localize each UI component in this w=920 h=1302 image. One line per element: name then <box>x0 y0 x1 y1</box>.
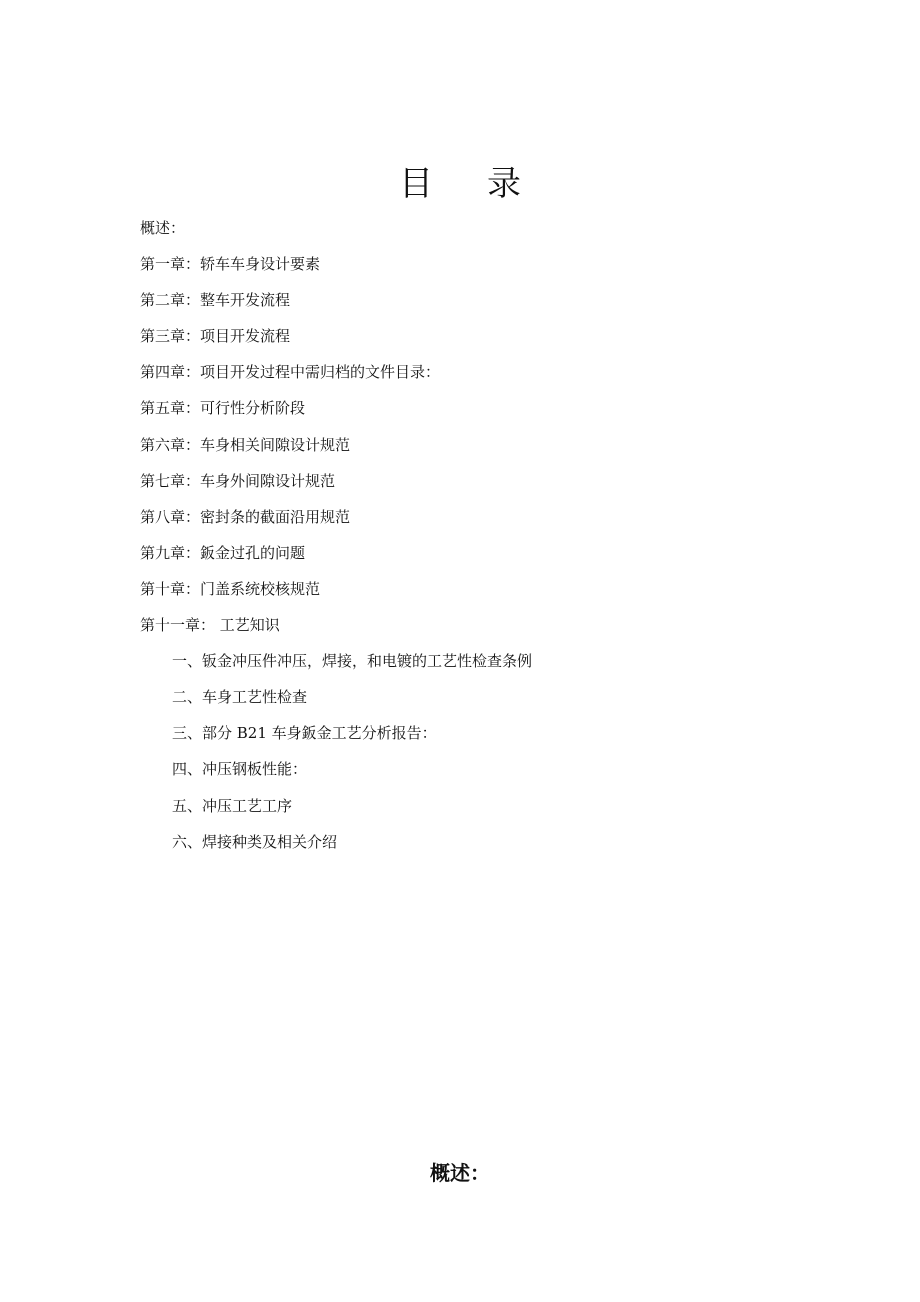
page-title-char-2: 录 <box>487 164 521 204</box>
toc-item-overview[interactable]: 概述： <box>140 219 186 237</box>
toc-item-chapter-2[interactable]: 第二章：整车开发流程 <box>140 291 291 310</box>
table-of-contents <box>140 216 840 866</box>
toc-item-chapter-4[interactable]: 第四章：项目开发过程中需归档的文件目录： <box>140 363 441 382</box>
toc-subitem-4[interactable]: 四、冲压钢板性能： <box>172 760 308 779</box>
toc-subitem-3[interactable]: 三、部分 B21 车身鈑金工艺分析报告： <box>172 724 437 743</box>
page-title <box>0 162 920 206</box>
toc-item-chapter-8[interactable]: 第八章：密封条的截面沿用规范 <box>140 507 351 526</box>
toc-item-chapter-9[interactable]: 第九章：鈑金过孔的问题 <box>140 543 306 562</box>
toc-item-chapter-5[interactable]: 第五章：可行性分析阶段 <box>140 399 306 418</box>
toc-subitem-5[interactable]: 五、冲压工艺工序 <box>172 796 293 815</box>
toc-item-chapter-6[interactable]: 第六章：车身相关间隙设计规范 <box>140 435 351 454</box>
toc-item-chapter-11[interactable]: 第十一章： 工艺知识 <box>140 616 280 635</box>
toc-item-chapter-3[interactable]: 第三章：项目开发流程 <box>140 327 291 346</box>
toc-subitem-1[interactable]: 一、钣金冲压件冲压，焊接，和电镀的工艺性检查条例 <box>172 652 533 671</box>
toc-subitem-6[interactable]: 六、焊接种类及相关介绍 <box>172 832 338 851</box>
section-heading-overview: 概述： <box>430 1161 490 1185</box>
toc-item-chapter-7[interactable]: 第七章：车身外间隙设计规范 <box>140 471 336 490</box>
toc-subitem-2[interactable]: 二、车身工艺性检查 <box>172 688 308 707</box>
toc-item-chapter-10[interactable]: 第十章：门盖系统校核规范 <box>140 579 321 598</box>
toc-item-chapter-1[interactable]: 第一章：轿车车身设计要素 <box>140 255 321 274</box>
page-title-char-1: 目 <box>399 164 433 204</box>
